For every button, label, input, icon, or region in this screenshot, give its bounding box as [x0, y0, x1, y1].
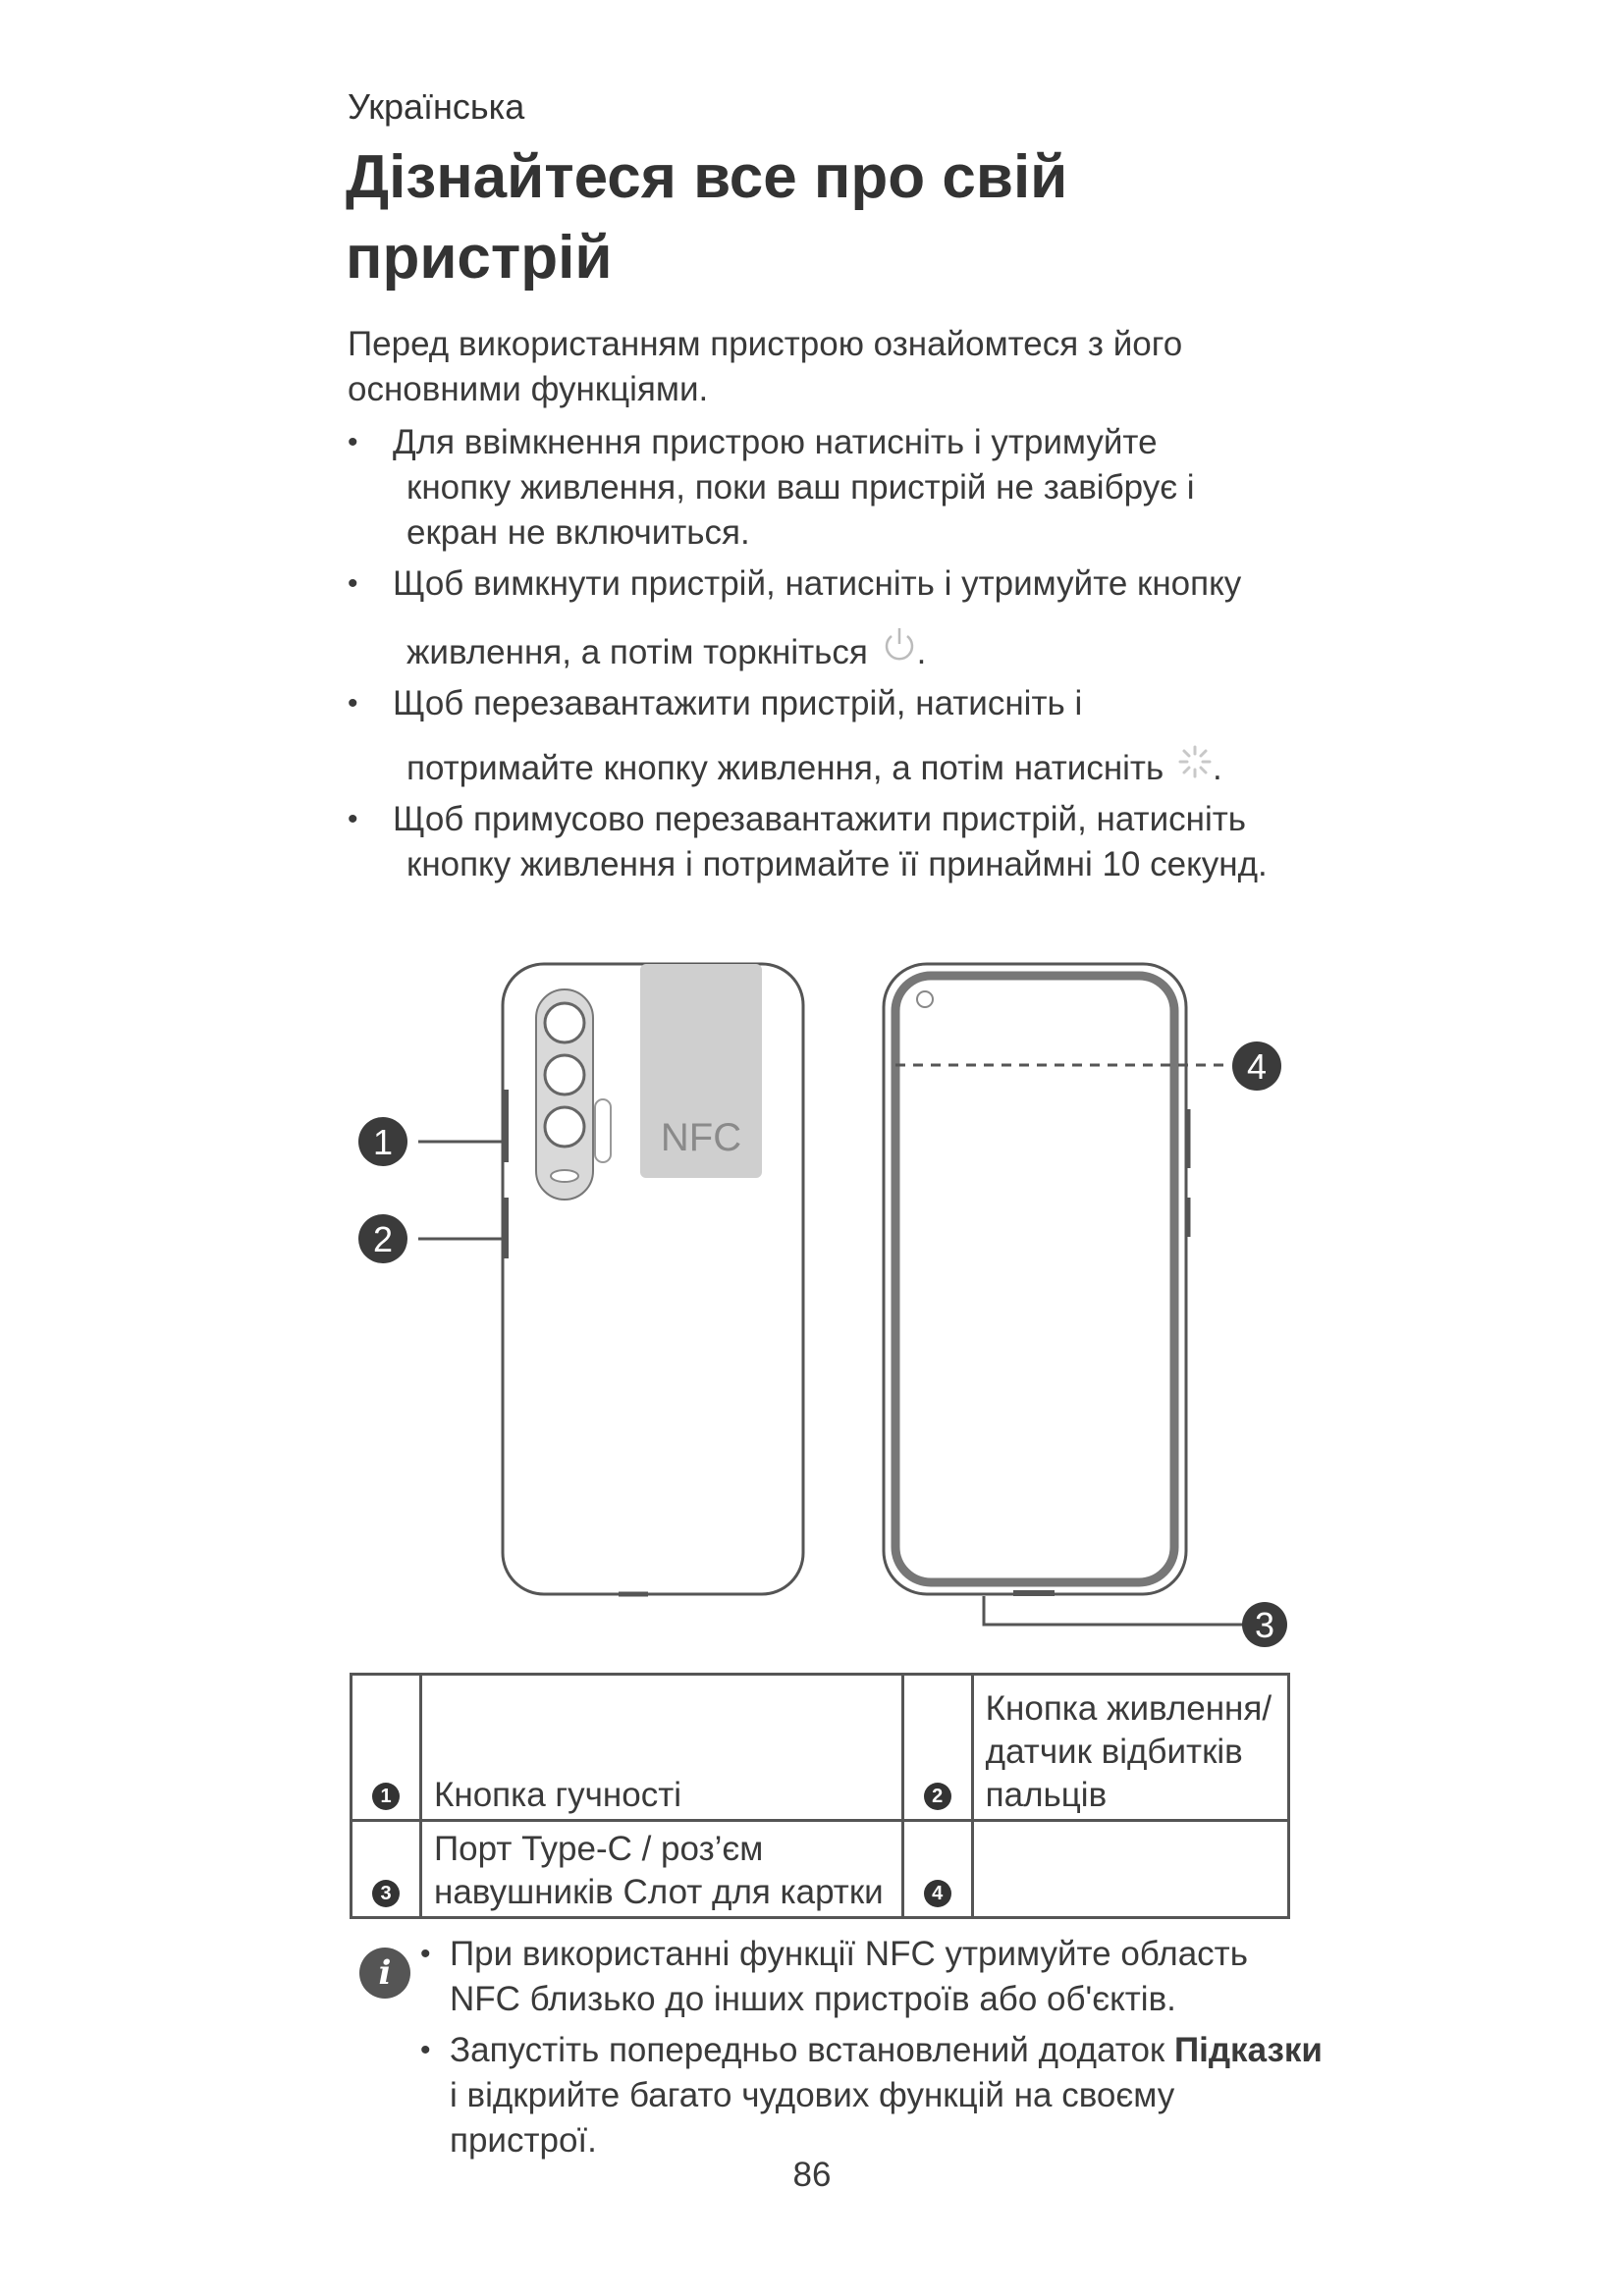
table-row	[352, 1821, 1289, 1918]
table-cell	[902, 1675, 972, 1821]
table-cell	[902, 1821, 972, 1918]
table-cell	[421, 1821, 903, 1918]
bullet-dot: •	[348, 426, 358, 458]
bullet-dot: •	[348, 803, 358, 835]
title-line-2: пристрій	[346, 224, 613, 292]
camera-lens	[545, 1055, 584, 1095]
device-illustration	[334, 942, 1316, 1659]
page-title	[346, 137, 1067, 298]
tip-text: Запустіть попередньо встановлений додаток	[450, 2031, 1174, 2069]
parts-table	[350, 1673, 1290, 1919]
intro-paragraph: Перед використанням пристрою ознайомтеся з його основними функціями.	[348, 325, 1183, 408]
restart-icon	[1177, 744, 1213, 779]
list-item-text: Щоб перезавантажити пристрій, натисніть і	[393, 684, 1083, 722]
list-item-suffix: .	[1212, 749, 1222, 787]
list-item-text: Щоб примусово перезавантажити пристрій, натисніть	[393, 800, 1247, 838]
svg-text:2: 2	[372, 1219, 394, 1259]
number-badge: 4	[924, 1880, 951, 1907]
instructions-list	[348, 420, 1310, 893]
list-item-text: Для ввімкнення пристрою натисніть і утримуйте	[393, 423, 1158, 461]
language-label: Українська	[348, 86, 525, 127]
list-item-text: потримайте кнопку живлення, а потім натисніть	[406, 749, 1164, 787]
list-item-suffix: .	[916, 633, 927, 671]
list-item-text: живлення, а потім торкніться	[406, 633, 868, 671]
list-item	[348, 797, 1310, 887]
phone-front	[884, 964, 1186, 1594]
number-badge: 2	[924, 1783, 951, 1810]
svg-text:3: 3	[1254, 1605, 1275, 1645]
list-item	[420, 2028, 1324, 2163]
number-badge: 1	[372, 1783, 400, 1810]
bullet-dot: •	[348, 687, 358, 720]
power-icon	[882, 624, 917, 664]
bullet-dot: •	[348, 567, 358, 600]
cell-text: пальців	[985, 1776, 1108, 1814]
flash	[595, 1099, 611, 1162]
table-cell	[352, 1675, 421, 1821]
list-item	[348, 681, 1310, 791]
list-item	[348, 561, 1310, 675]
app-name: Підказки	[1173, 2031, 1323, 2069]
tips-list	[420, 1932, 1324, 2169]
table-cell	[972, 1821, 1288, 1918]
list-item-text: кнопку живлення, поки ваш пристрій не завібрує і	[406, 468, 1195, 507]
list-item-text: кнопку живлення і потримайте її принаймні 10 секунд.	[406, 845, 1268, 883]
svg-text:1: 1	[372, 1122, 394, 1162]
front-camera	[917, 991, 933, 1007]
list-item-text: Щоб вимкнути пристрій, натисніть і утримуйте кнопку	[393, 564, 1242, 603]
list-item	[420, 1932, 1324, 2022]
table-cell	[352, 1821, 421, 1918]
bullet-dot: •	[420, 2034, 431, 2066]
cell-text: датчик відбитків	[985, 1733, 1243, 1771]
list-item-text: екран не включиться.	[406, 513, 750, 552]
bullet-dot: •	[420, 1938, 431, 1970]
svg-text:4: 4	[1246, 1046, 1268, 1087]
cell-text: Порт Type-C / роз’єм	[434, 1830, 764, 1868]
table-cell	[972, 1675, 1288, 1821]
tip-text: При використанні функції NFC утримуйте область NFC близько до інших пристроїв або об'єктів.	[450, 1935, 1248, 2018]
cell-text: Кнопка живлення/	[985, 1689, 1272, 1728]
info-icon: i	[359, 1948, 410, 1999]
camera-lens	[545, 1003, 584, 1042]
page-number: 86	[792, 2156, 832, 2194]
table-row	[352, 1675, 1289, 1821]
table-cell: Кнопка гучності	[421, 1675, 903, 1821]
camera-lens	[545, 1107, 584, 1147]
list-item	[348, 420, 1310, 556]
nfc-label: NFC	[660, 1116, 742, 1159]
title-line-1: Дізнайтеся все про свій	[346, 143, 1068, 211]
cell-text: навушників Слот для картки	[434, 1873, 884, 1911]
tip-text: і відкрийте багато чудових функцій на своєму пристрої.	[450, 2076, 1175, 2160]
number-badge: 3	[372, 1880, 400, 1907]
